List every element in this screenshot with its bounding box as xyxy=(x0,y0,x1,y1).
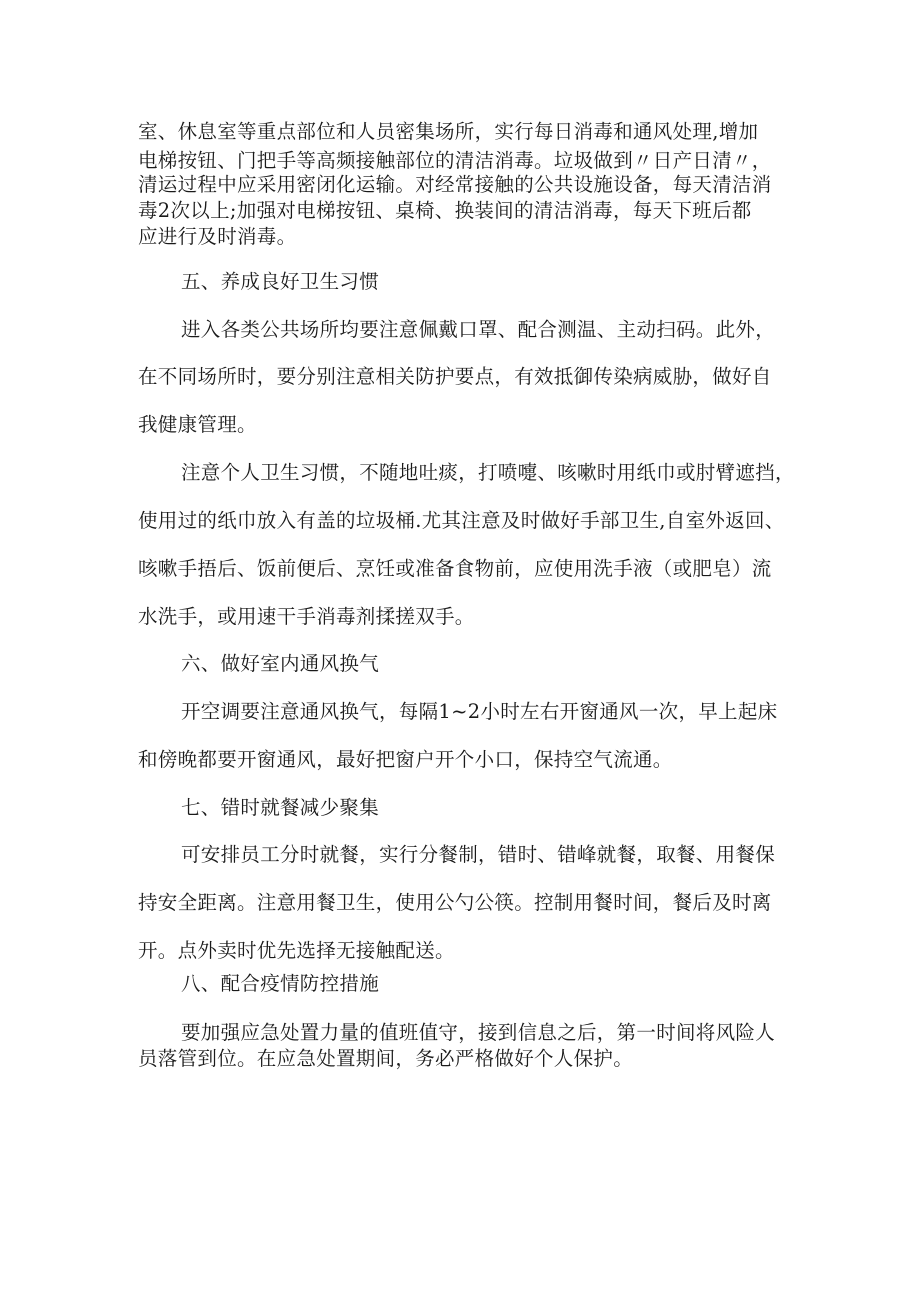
text-line: 在不同场所时，要分别注意相关防护要点，有效抵御传染病威胁，做好自 xyxy=(138,365,772,388)
text-line: 清运过程中应采用密闭化运输。对经常接触的公共设施设备，每天清洁消 xyxy=(138,173,772,196)
text-line: 可安排员工分时就餐，实行分餐制，错时、错峰就餐，取餐、用餐保 xyxy=(181,843,776,866)
section-heading-6: 六、做好室内通风换气 xyxy=(181,652,380,675)
text-line: 水洗手，或用速干手消毒剂揉搓双手。 xyxy=(138,605,475,628)
text-line: 进入各类公共场所均要注意佩戴口罩、配合测温、主动扫码。此外， xyxy=(181,318,776,341)
text-line: 咳嗽手捂后、饭前便后、烹饪或准备食物前，应使用洗手液（或肥皂）流 xyxy=(138,557,772,580)
section-heading-8: 八、配合疫情防控措施 xyxy=(181,972,380,995)
text-line: 室、休息室等重点部位和人员密集场所，实行每日消毒和通风处理,增加 xyxy=(138,120,759,143)
text-line: 我健康管理。 xyxy=(138,413,257,436)
text-line: 开空调要注意通风换气，每隔1~2小时左右开窗通风一次，早上起床 xyxy=(181,700,778,723)
text-line: 员落管到位。在应急处置期间，务必严格做好个人保护。 xyxy=(138,1047,634,1070)
text-line: 应进行及时消毒。 xyxy=(138,225,297,248)
text-line: 注意个人卫生习惯，不随地吐痰，打喷嚏、咳嗽时用纸巾或肘臂遮挡， xyxy=(181,461,795,484)
text-line: 要加强应急处置力量的值班值守，接到信息之后，第一时间将风险人 xyxy=(181,1021,776,1044)
text-line: 使用过的纸巾放入有盖的垃圾桶.尤其注意及时做好手部卫生,自室外返回、 xyxy=(138,509,785,532)
section-heading-5: 五、养成良好卫生习惯 xyxy=(181,270,380,293)
section-heading-7: 七、错时就餐减少聚集 xyxy=(181,796,380,819)
text-line: 毒2次以上;加强对电梯按钮、桌椅、换装间的清洁消毒，每天下班后都 xyxy=(138,199,752,222)
text-line: 和傍晚都要开窗通风，最好把窗户开个小口，保持空气流通。 xyxy=(138,748,673,771)
text-line: 电梯按钮、门把手等高频接触部位的清洁消毒。垃圾做到〃日产日清〃， xyxy=(138,149,772,172)
text-line: 开。点外卖时优先选择无接触配送。 xyxy=(138,939,455,962)
text-line: 持安全距离。注意用餐卫生，使用公勺公筷。控制用餐时间，餐后及时离 xyxy=(138,891,772,914)
